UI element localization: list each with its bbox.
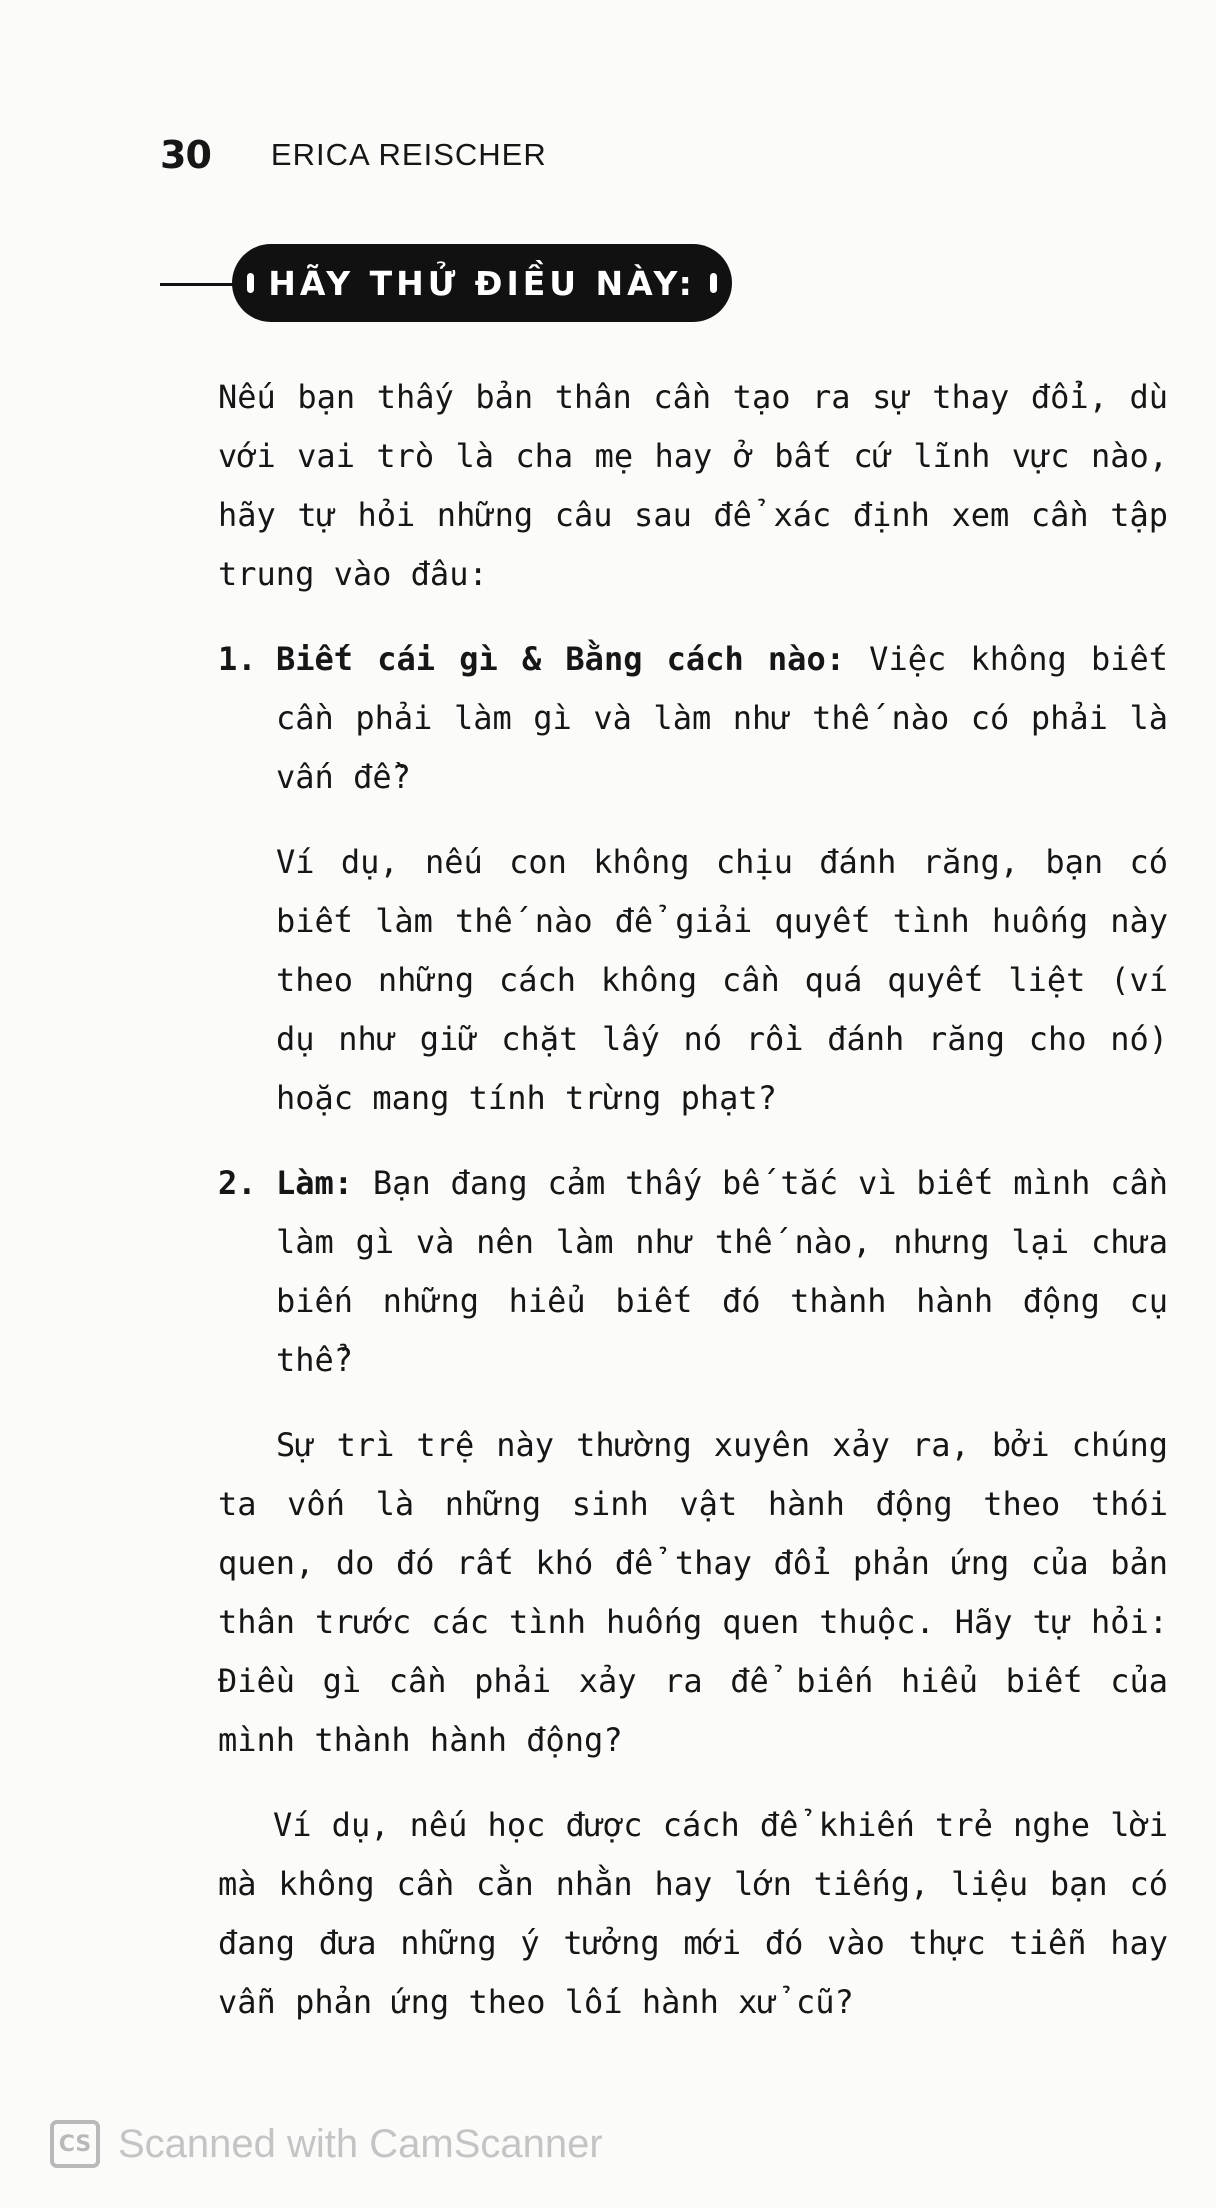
inertia-paragraph: Sự trì trệ này thường xuyên xảy ra, bởi chúng ta vốn là những sinh vật hành động theo thói quen, do đó rất khó để thay đổi phản ứng của bản thân trước các tình huống quen thuộc. Hãy tự hỏi: Điều gì cần phải xảy ra để biến hiểu biết của mình thành hành động? bbox=[218, 1426, 1168, 1759]
example-paragraph-2: Ví dụ, nếu học được cách để khiến trẻ nghe lời mà không cần cằn nhằn hay lớn tiếng, liệu bạn có đang đưa những ý tưởng mới đó vào thực tiễn hay vẫn phản ứng theo lối hành xử cũ? bbox=[218, 1806, 1168, 2021]
example-paragraph-1: Ví dụ, nếu con không chịu đánh răng, bạn có biết làm thế nào để giải quyết tình huống này theo những cách không cần quá quyết liệt (ví dụ như giữ chặt lấy nó rồi đánh răng cho nó) hoặc mang tính trừng phạt? bbox=[276, 843, 1168, 1117]
watermark-text: Scanned with CamScanner bbox=[118, 2121, 603, 2166]
list-label-1: Biết cái gì & Bằng cách nào: bbox=[276, 640, 845, 678]
page-body bbox=[218, 368, 1168, 2032]
list-label-2: Làm: bbox=[276, 1164, 354, 1202]
section-title: HÃY THỬ ĐIỀU NÀY: bbox=[268, 263, 696, 303]
section-rule bbox=[160, 283, 240, 286]
intro-paragraph: Nếu bạn thấy bản thân cần tạo ra sự thay đổi, dù với vai trò là cha mẹ hay ở bất cứ lĩnh vực nào, hãy tự hỏi những câu sau để xác định xem cần tập trung vào đâu: bbox=[218, 378, 1168, 593]
list-number-1: 1. bbox=[218, 640, 257, 678]
author-name: ERICA REISCHER bbox=[270, 137, 547, 172]
list-text-1: Việc không biết cần phải làm gì và làm như thế nào có phải là vấn đề? bbox=[276, 640, 1169, 796]
running-header bbox=[160, 130, 547, 180]
badge-dot-left bbox=[247, 273, 254, 293]
camscanner-logo-icon: CS bbox=[50, 2120, 100, 2168]
section-badge bbox=[232, 244, 732, 322]
page-number: 30 bbox=[160, 133, 211, 177]
badge-dot-right bbox=[710, 273, 717, 293]
list-item-1 bbox=[218, 630, 1168, 807]
camscanner-watermark bbox=[50, 2120, 603, 2168]
list-item-2 bbox=[218, 1154, 1168, 1390]
list-number-2: 2. bbox=[218, 1164, 257, 1202]
list-text-2: Bạn đang cảm thấy bế tắc vì biết mình cần làm gì và nên làm như thế nào, nhưng lại chưa biến những hiểu biết đó thành hành động cụ thể? bbox=[276, 1164, 1168, 1379]
